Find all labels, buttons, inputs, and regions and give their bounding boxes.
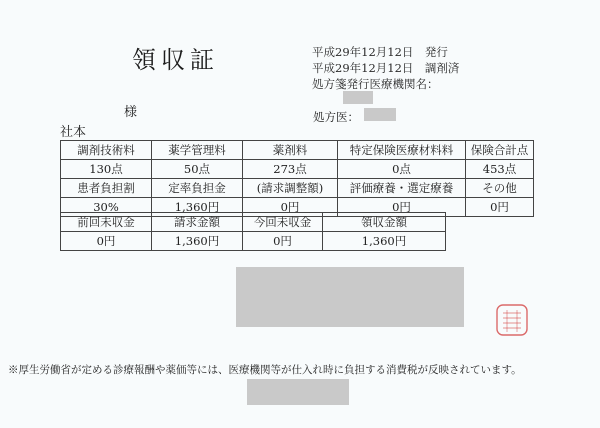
seal-stamp-icon	[494, 302, 530, 338]
header-cell: 前回未収金	[61, 213, 152, 232]
header-cell: 請求金額	[152, 213, 243, 232]
value-cell: 0点	[338, 160, 466, 179]
redacted-footer-info	[247, 379, 349, 405]
value-cell: 0円	[466, 198, 534, 217]
redacted-doctor-name	[364, 108, 396, 121]
page-title: 領収証	[132, 46, 219, 74]
value-cell: 50点	[152, 160, 243, 179]
value-cell: 273点	[243, 160, 338, 179]
header-cell: 調剤技術料	[61, 141, 152, 160]
header-cell: 定率負担金	[152, 179, 243, 198]
value-cell: 0円	[338, 198, 466, 217]
table-row	[61, 160, 534, 179]
header-cell: その他	[466, 179, 534, 198]
prescribing-doctor-label: 処方医：	[313, 110, 359, 124]
header-cell: 薬学管理料	[152, 141, 243, 160]
value-cell: 130点	[61, 160, 152, 179]
value-cell: 1,360円	[152, 232, 243, 251]
issue-date-line: 平成29年12月12日 発行	[312, 45, 448, 59]
table-row	[61, 141, 534, 160]
header-cell: 患者負担割	[61, 179, 152, 198]
header-cell: 薬剤料	[243, 141, 338, 160]
header-cell: (請求調整額)	[243, 179, 338, 198]
header-cell: 特定保険医療材料料	[338, 141, 466, 160]
value-cell: 1,360円	[323, 232, 446, 251]
redacted-pharmacy-info	[236, 267, 464, 327]
header-cell: 今回未収金	[243, 213, 323, 232]
header-cell: 保険合計点	[466, 141, 534, 160]
honorific-sama: 様	[124, 105, 138, 120]
table-row	[61, 232, 446, 251]
value-cell: 0円	[61, 232, 152, 251]
redacted-institution-name	[343, 91, 373, 104]
consumption-tax-footnote: ※厚生労働省が定める診療報酬や薬価等には、医療機関等が仕入れ時に負担する消費税が反映されています。	[8, 364, 522, 376]
value-cell: 0円	[243, 198, 338, 217]
value-cell: 30%	[61, 198, 152, 217]
header-cell: 評価療養・選定療養	[338, 179, 466, 198]
header-cell: 領収金額	[323, 213, 446, 232]
table-row	[61, 179, 534, 198]
value-cell: 1,360円	[152, 198, 243, 217]
value-cell: 0円	[243, 232, 323, 251]
insurance-type: 社本	[60, 125, 87, 140]
payment-table	[60, 212, 446, 251]
table-row	[61, 213, 446, 232]
fee-breakdown-table	[60, 140, 534, 217]
dispense-date-line: 平成29年12月12日 調剤済	[312, 61, 460, 75]
prescriber-institution-label: 処方箋発行医療機関名：	[312, 77, 439, 91]
value-cell: 453点	[466, 160, 534, 179]
